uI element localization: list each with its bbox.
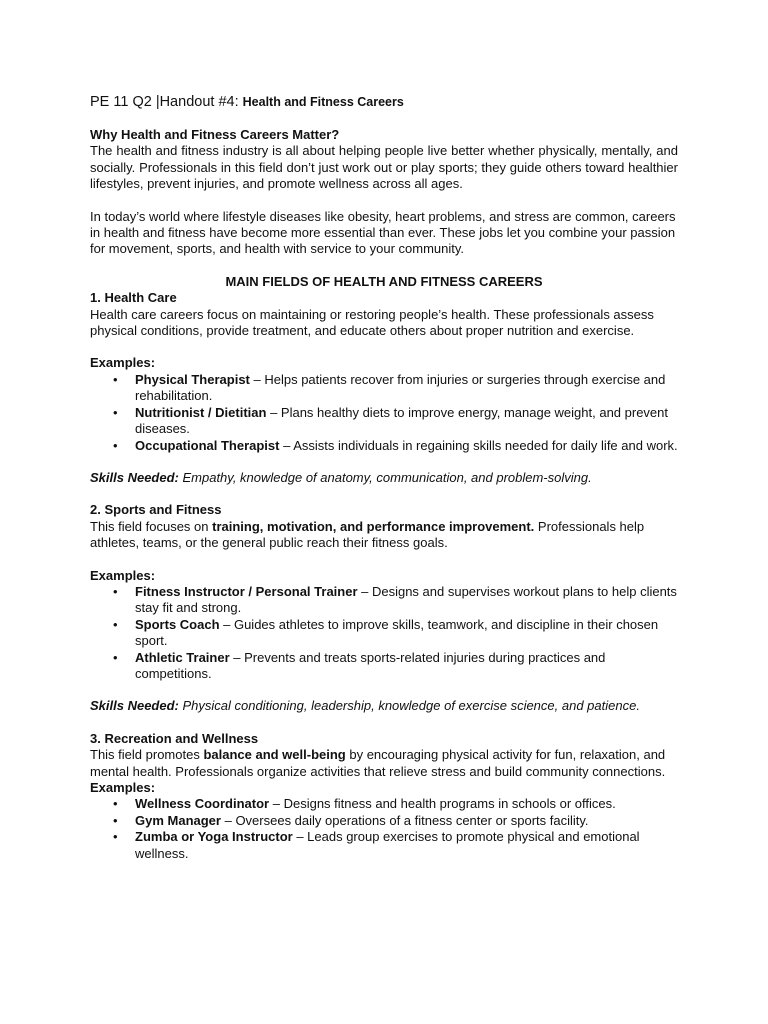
recreation-heading: 3. Recreation and Wellness xyxy=(90,730,259,746)
bullet-icon: • xyxy=(113,812,118,828)
sports-description xyxy=(90,519,678,552)
bullet-icon: • xyxy=(113,583,118,599)
title-prefix: PE 11 Q2 |Handout #4: xyxy=(90,94,243,110)
skills-text: Physical conditioning, leadership, knowledge of exercise science, and patience. xyxy=(178,698,640,714)
recreation-examples-label: Examples: xyxy=(90,780,156,795)
desc-text: by encouraging physical activity for fun, relaxation, and mental health. Professionals organize activities that relieve stress and build community connections. xyxy=(90,747,666,779)
career-description: – Leads group exercises to promote physical and emotional wellness. xyxy=(135,829,640,861)
sports-skills xyxy=(90,698,678,714)
career-name: Occupational Therapist xyxy=(135,437,280,453)
bullet-icon: • xyxy=(113,437,118,453)
career-name: Nutritionist / Dietitian xyxy=(135,404,267,420)
list-item xyxy=(90,829,678,862)
main-fields-heading: MAIN FIELDS OF HEALTH AND FITNESS CAREERS xyxy=(225,273,543,289)
list-item xyxy=(90,438,678,454)
list-item xyxy=(90,372,678,405)
sports-heading: 2. Sports and Fitness xyxy=(90,502,222,518)
bullet-icon: • xyxy=(113,796,118,812)
career-name: Gym Manager xyxy=(135,812,221,828)
career-description: – Guides athletes to improve skills, teamwork, and discipline in their chosen sport. xyxy=(135,616,659,649)
sports-examples-label: Examples: xyxy=(90,567,156,583)
career-name: Physical Therapist xyxy=(135,371,250,387)
career-description: – Prevents and treats sports-related injuries during practices and competitions. xyxy=(135,649,606,681)
desc-text: This field promotes xyxy=(90,747,204,763)
sports-examples-list xyxy=(90,584,678,682)
career-name: Fitness Instructor / Personal Trainer xyxy=(135,583,358,599)
career-description: – Helps patients recover from injuries or surgeries through exercise and rehabilitation. xyxy=(135,371,666,404)
list-item xyxy=(90,405,678,438)
intro-heading: Why Health and Fitness Careers Matter? xyxy=(90,127,340,142)
health-care-description: Health care careers focus on maintaining or restoring people’s health. These professionals assess physical conditions, provide treatment, and educate others about proper nutrition and exercise. xyxy=(90,306,654,339)
recreation-description xyxy=(90,747,678,780)
intro-paragraph-2: In today’s world where lifestyle diseases like obesity, heart problems, and stress are common, careers in health and fitness have become more essential than ever. These jobs let you combine your passion for movement, sports, and health with service to your community. xyxy=(90,208,676,257)
bullet-icon: • xyxy=(113,829,118,845)
skills-label: Skills Needed: xyxy=(90,698,179,714)
title-subject: Health and Fitness Careers xyxy=(242,95,404,109)
document-content xyxy=(90,92,678,862)
career-description: – Oversees daily operations of a fitness center or sports facility. xyxy=(220,812,589,828)
health-care-examples-list xyxy=(90,372,678,454)
list-item xyxy=(90,617,678,650)
career-name: Athletic Trainer xyxy=(135,649,230,665)
skills-label: Skills Needed: xyxy=(90,469,179,485)
health-care-heading: 1. Health Care xyxy=(90,290,177,306)
list-item xyxy=(90,650,678,683)
skills-text: Empathy, knowledge of anatomy, communication, and problem-solving. xyxy=(178,469,592,485)
health-care-examples-label: Examples: xyxy=(90,355,156,371)
bullet-icon: • xyxy=(113,371,118,387)
list-item xyxy=(90,584,678,617)
list-item xyxy=(90,813,678,829)
desc-text: Professionals help athletes, teams, or the general public reach their fitness goals. xyxy=(90,518,645,551)
career-name: Wellness Coordinator xyxy=(135,796,270,812)
handout-title xyxy=(90,92,678,111)
career-description: – Designs and supervises workout plans to help clients stay fit and strong. xyxy=(135,583,677,616)
bullet-icon: • xyxy=(113,404,118,420)
desc-emphasis: training, motivation, and performance improvement. xyxy=(212,518,535,534)
career-description: – Plans healthy diets to improve energy, manage weight, and prevent diseases. xyxy=(135,404,669,437)
desc-emphasis: balance and well-being xyxy=(203,747,346,763)
bullet-icon: • xyxy=(113,649,118,665)
list-item xyxy=(90,796,678,812)
intro-paragraph-1: The health and fitness industry is all about helping people live better whether physically, mentally, and socially. Professionals in this field don’t just work out or play sports; they guide others toward healthier lifestyles, prevent injuries, and promote wellness across all ages. xyxy=(90,143,678,192)
health-care-skills xyxy=(90,470,678,486)
desc-text: This field focuses on xyxy=(90,518,213,534)
career-description: – Designs fitness and health programs in schools or offices. xyxy=(269,796,616,812)
career-description: – Assists individuals in regaining skills needed for daily life and work. xyxy=(279,437,678,453)
career-name: Zumba or Yoga Instructor xyxy=(135,829,293,845)
recreation-examples-list xyxy=(90,796,678,862)
career-name: Sports Coach xyxy=(135,616,220,632)
bullet-icon: • xyxy=(113,616,118,632)
